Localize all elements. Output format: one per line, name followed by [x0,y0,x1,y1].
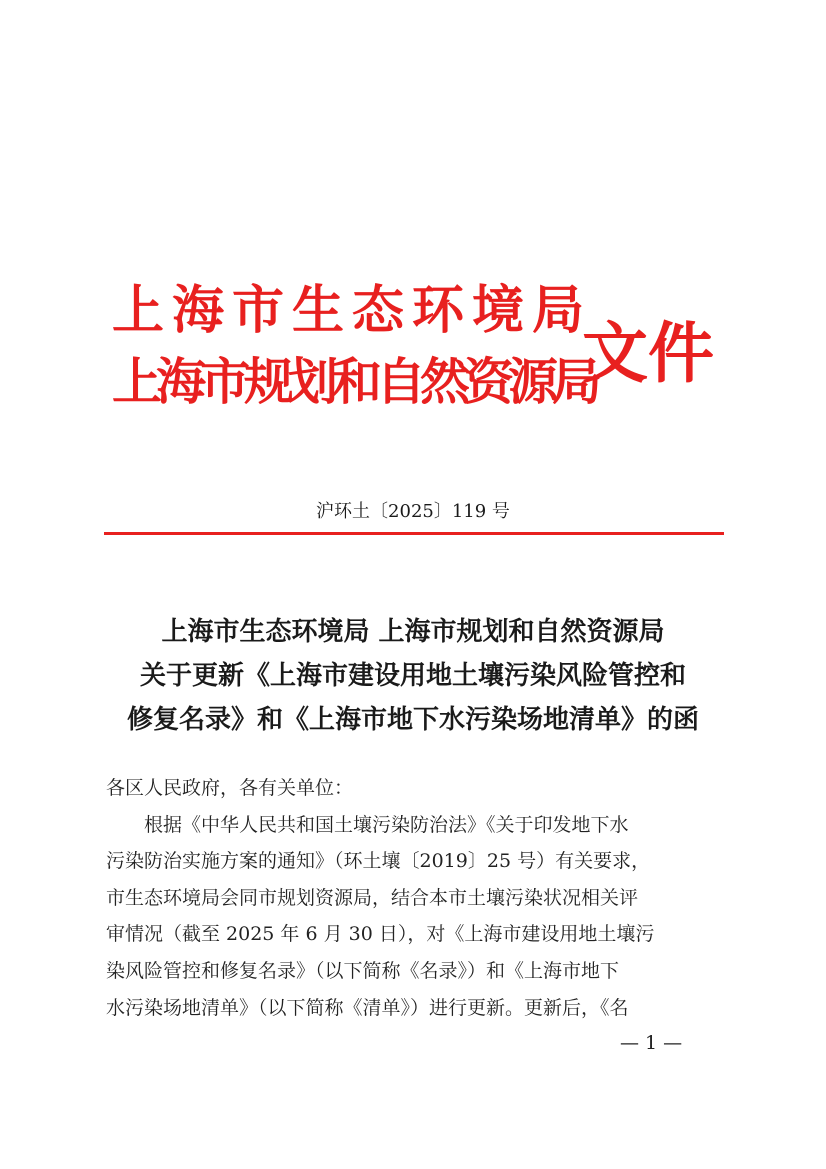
paragraph-line: 审情况（截至 2025 年 6 月 30 日），对《上海市建设用地土壤污 [106,923,655,946]
title-line-1: 上海市生态环境局 上海市规划和自然资源局 [161,617,665,647]
title-line-2: 关于更新《上海市建设用地土壤污染风险管控和 [139,661,686,691]
salutation: 各区人民政府，各有关单位： [106,777,354,799]
red-divider-line [104,532,724,535]
document-body [106,770,726,1026]
masthead-org-line-2: 上海市规划和自然资源局 [112,353,596,411]
paragraph-line: 水污染场地清单》（以下简称《清单》）进行更新。更新后，《名 [106,996,629,1019]
paragraph-line: 污染防治实施方案的通知》（环土壤〔2019〕25 号）有关要求， [106,850,651,873]
paragraph-line: 染风险管控和修复名录》（以下简称《名录》）和《上海市地下 [106,959,620,982]
paragraph-line: 市生态环境局会同市规划资源局，结合本市土壤污染状况相关评 [106,886,639,909]
paragraph-line: 根据《中华人民共和国土壤污染防治法》《关于印发地下水 [144,813,629,836]
masthead-document-suffix: 文件 [582,315,714,392]
title-line-3: 修复名录》和《上海市地下水污染场地清单》的函 [126,705,699,735]
masthead [112,268,712,428]
document-title [90,610,736,742]
masthead-org-line-1: 上海市生态环境局 [112,281,593,341]
document-number: 沪环土〔2025〕119 号 [316,501,510,522]
page-number: — 1 — [620,1032,683,1054]
